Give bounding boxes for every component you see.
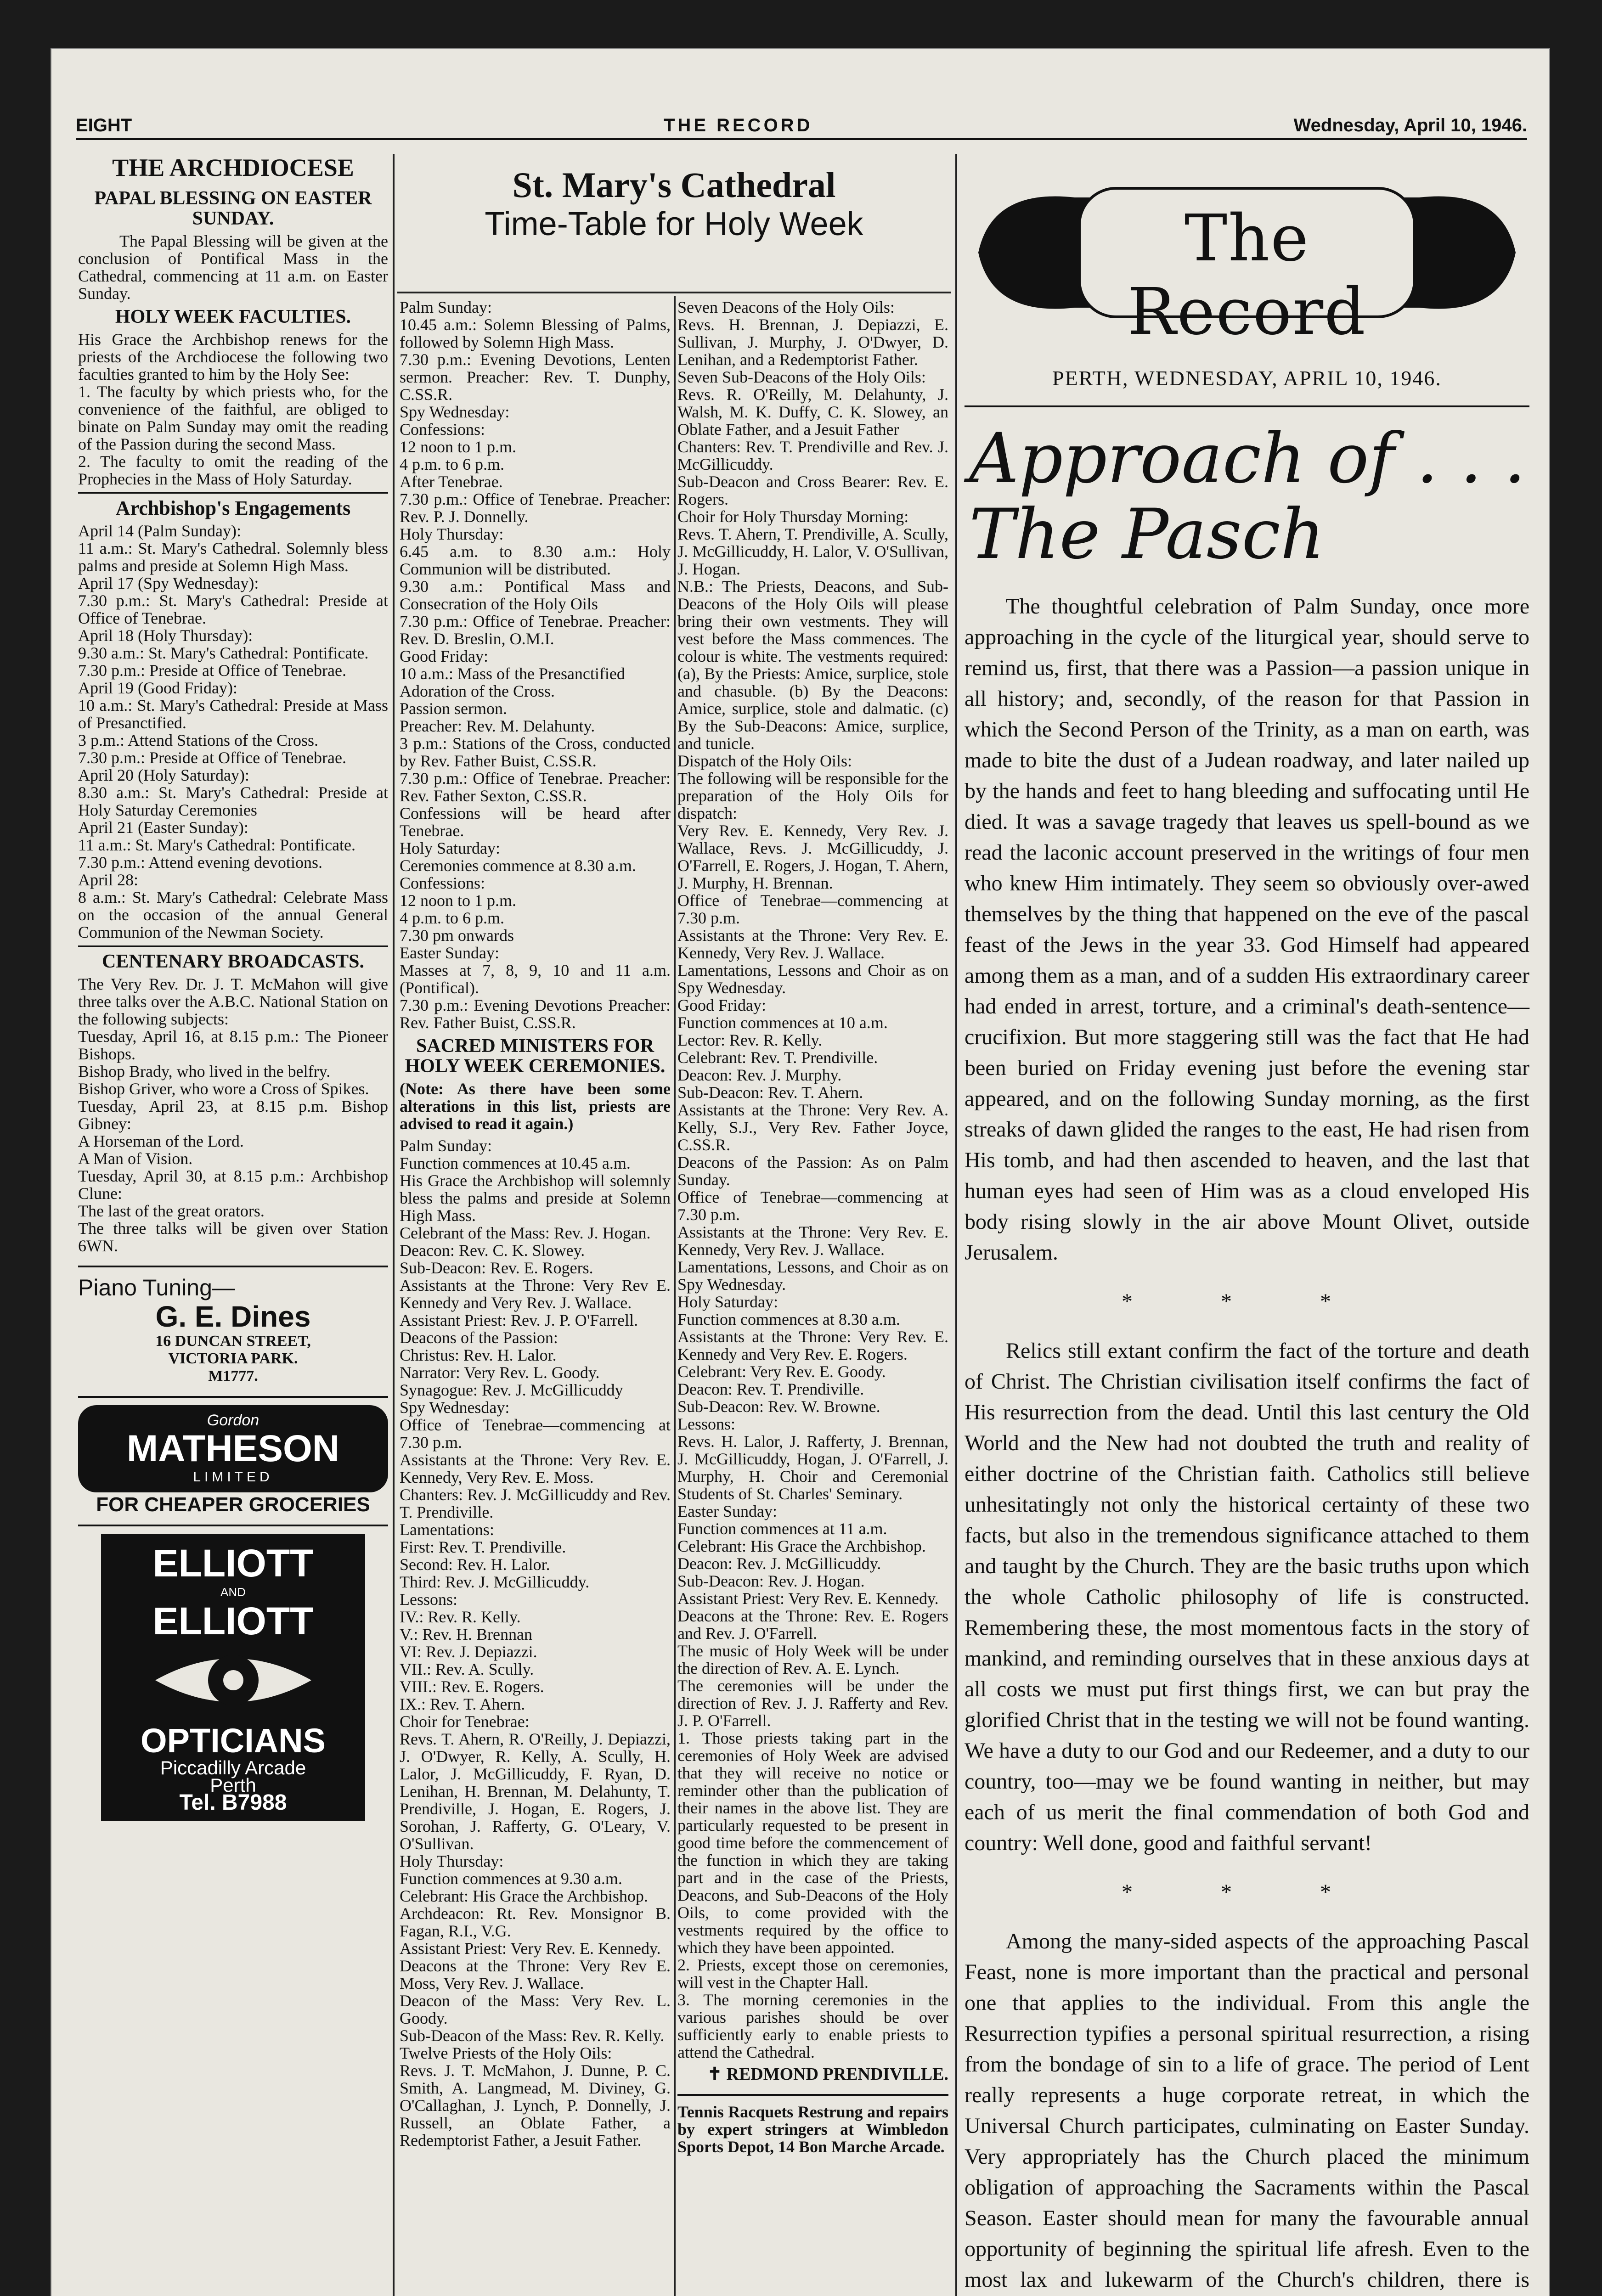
piano-heading: Piano Tuning— [78,1275,235,1300]
elliott-address: Piccadilly Arcade [160,1757,306,1778]
running-head [76,117,1527,140]
eye-icon [151,1641,316,1719]
engagements-heading: Archbishop's Engagements [78,492,388,518]
editorial-paragraph-2: Relics still extant confirm the fact of the torture and death of Christ. The Christian civilisation itself confirms the fact of His resurrection from the dead. Until this last century the Old World and the New had not doubted the truth and reality of either doctrine of the Christian faith. Catholics still believe unhesitatingly not only the historical certainty of these two facts, but also in the tremendous significance attached to them and taught by the Church. They are the basic truths upon which the whole Catholic philosophy of life is constructed. Remembering these, the most momentous facts in the story of mankind, and reminding ourselves that in these anxious days at all costs we must put first things first, we can but pray the glorified Christ that in the testing we will not be found wanting. We have a duty to our God and our Redeemer, and a duty to our country, too—may we be found wanting in neither, but may each of us merit the final commendation of both God and country: Well done, good and faithful servant! [965,1339,1529,1855]
editorial-paragraph-1: The thoughtful celebration of Palm Sunday, once more approaching in the cycle of the liturgical year, should serve to remind us, first, that there was a Passion—a passion unique in all history; and, secondly, of the reason for that Passion in which the Second Person of the Trinity, as a man on earth, was made to bite the dust of a Judean roadway, and later nailed up by the hands and feet to hang bleeding and suffocating until He died. It was a savage tragedy that leaves us spell-bound as we read the laconic account preserved in the writings of four men who knew Him intimately. They seem so obviously over-awed themselves by the thing that happened on the eve of the pascal feast of the Jews in the year 33. God Himself had appeared among them as a man, and of a sudden His extraordinary career had ended in arrest, torture, and a criminal's death-sentence—crucifixion. But more staggering still was the fact that He had been buried on Friday evening just before the evening star appeared, and on the following Sunday morning, as the first streaks of dawn glided the ranges to the east, He had risen from His tomb, and had then ascended to heaven, and the last that human eyes had seen of Him was as a cloud enveloped His body rising slowly in the air above Mount Olivet, outside Jerusalem. [965,594,1529,1265]
broadcasts-text: The Very Rev. Dr. J. T. McMahon will give three talks over the A.B.C. National Station on the following subjects: Tuesday, April 16, at 8.15 p.m.: The Pioneer Bishops. Bishop Brady, who lived in the belfry. Bishop Griver, who wore a Cross of Spikes. Tuesday, April 23, at 8.15 p.m. Bishop Gibney: A Horseman of the Lord. A Man of Vision. Tuesday, April 30, at 8.15 p.m.: Archbishop Clune: The last of the great orators. The three talks will be given over Station 6WN. [78,975,388,1255]
archdiocese-column [78,152,388,1821]
paper-name: THE RECORD [664,115,813,135]
dateline: PERTH, WEDNESDAY, APRIL 10, 1946. [965,363,1529,407]
matheson-first-name: Gordon [207,1412,259,1429]
elliott-ad [78,1525,388,1821]
cathedral-title: St. Mary's Cathedral [512,165,836,205]
faculties-text: His Grace the Archbishop renews for the priests of the Archdiocese the following two faculties granted to him by the Holy See: 1. The faculty by which priests who, for the convenience of the faithful, are obliged to binate on Palm Sunday may omit the reading of the Passion during the second Mass. 2. The faculty to omit the reading of the Prophecies in the Mass of Holy Saturday. [78,330,388,488]
ministers-continued-column [677,298,948,2160]
ministers-continued-text: Seven Deacons of the Holy Oils: Revs. H. Brennan, J. Depiazzi, E. Sullivan, J. Murphy, J. O'Dwyer, D. Lenihan, and a Redemptorist Father. Seven Sub-Deacons of the Holy Oils: Revs. R. O'Reilly, M. Delahunty, J. Walsh, M. K. Duffy, C. K. Slowey, an Oblate Father, and a Jesuit Father Chanters: Rev. T. Prendiville and Rev. J. McGillicuddy. Sub-Deacon and Cross Bearer: Rev. E. Rogers. Choir for Holy Thursday Morning: Revs. T. Ahern, T. Prendiville, A. Scully, J. McGillicuddy, H. Lalor, V. O'Sullivan, J. Hogan. N.B.: The Priests, Deacons, and Sub-Deacons of the Holy Oils will please bring their own vestments. They will vest before the Mass commences. The colour is white. The vestments required: (a), By the Priests: Amice, surplice, stole and chasuble. (b) By the Deacons: Amice, surplice, stole and dalmatic. (c) By the Sub-Deacons: Amice, surplice, and tunicle. Dispatch of the Holy Oils: The following will be responsible for the preparation of the Holy Oils for dispatch: Very Rev. E. Kennedy, Very Rev. J. Wallace, Revs. J. McGillicuddy, J. O'Farrell, E. Rogers, J. Hogan, T. Ahern, J. Murphy, H. Brennan. Office of Tenebrae—commencing at 7.30 p.m. Assistants at the Throne: Very Rev. E. Kennedy, Very Rev. J. Wallace. Lamentations, Lessons and Choir as on Spy Wednesday. Good Friday: Function commences at 10 a.m. Lector: Rev. R. Kelly. Celebrant: Rev. T. Prendiville. Deacon: Rev. J. Murphy. Sub-Deacon: Rev. T. Ahern. Assistants at the Throne: Very Rev. A. Kelly, S.J., Very Rev. Father Joyce, C.SS.R. Deacons of the Passion: As on Palm Sunday. Office of Tenebrae—commencing at 7.30 p.m. Assistants at the Throne: Very Rev. E. Kennedy, Very Rev. J. Wallace. Lamentations, Lessons, and Choir as on Spy Wednesday. Holy Saturday: Function commences at 8.30 a.m. Assistants at the Throne: Very Rev. E. Kennedy and Very Rev. E. Rogers. Celebrant: Very Rev. E. Goody. Deacon: Rev. T. Prendiville. Sub-Deacon: Rev. W. Browne. Lessons: Revs. H. Lalor, J. Rafferty, J. Brennan, J. McGillicuddy, Hogan, J. O'Farrell, J. Murphy, H. Choir and Ceremonial Students of St. Charles' Seminary. Easter Sunday: Function commences at 11 a.m. Celebrant: His Grace the Archbishop. Deacon: Rev. J. McGillicuddy. Sub-Deacon: Rev. J. Hogan. Assistant Priest: Very Rev. E. Kennedy. Deacons at the Throne: Rev. E. Rogers and Rev. J. O'Farrell. The music of Holy Week will be under the direction of Rev. A. E. Lynch. The ceremonies will be under the direction of Rev. J. J. Rafferty and Rev. J. P. O'Farrell. 1. Those priests taking part in the ceremonies of Holy Week are advised that they will receive no notice or reminder other than the publication of their names in the above list. They are particularly requested to be present in good time before the commencement of the function in which they are taking part and in the case of the Priests, Deacons, and Sub-Deacons of the Holy Oils, to come provided with the vestments required by the office to which they have been appointed. 2. Priests, except those on ceremonies, will vest in the Chapter Hall. 3. The morning ceremonies in the various parishes should be over sufficiently early to enable priests to attend the Cathedral. [677,298,948,2061]
separator-stars: * * * [1122,1289,1372,1314]
piano-street: 16 DUNCAN STREET, [155,1333,311,1350]
matheson-logo [78,1405,388,1492]
signature: ✝ REDMOND PRENDIVILLE. [707,2065,948,2084]
editorial-title-line-1: Approach of . . . [969,419,1526,499]
column-rule [393,154,395,2296]
ministers-note: (Note: As there have been some alterations in this list, priests are advised to read it again.) [400,1080,671,1133]
ministers-heading: SACRED MINISTERS FOR HOLY WEEK CEREMONIES. [405,1035,666,1077]
tennis-ad: Tennis Racquets Restrung and repairs by expert stringers at Wimbledon Sports Depot, 14 Bon Marche Arcade. [677,2094,948,2155]
elliott-name: ELLIOTT [152,1542,314,1585]
matheson-tagline: FOR CHEAPER GROCERIES [96,1493,370,1516]
editorial-title [969,421,1529,573]
papal-blessing-heading: PAPAL BLESSING ON EASTER SUNDAY. [94,188,372,229]
matheson-name: MATHESON [126,1428,340,1469]
heading-rule [397,292,951,293]
papal-blessing-text: The Papal Blessing will be given at the conclusion of Pontifical Mass in the Cathedral, commencing at 11 a.m. on Easter Sunday. [78,232,388,303]
timetable-text: Palm Sunday: 10.45 a.m.: Solemn Blessing of Palms, followed by Solemn High Mass. 7.30 p.m.: Evening Devotions, Lenten sermon. Preacher: Rev. T. Dunphy, C.SS.R. Spy Wednesday: Confessions: 12 noon to 1 p.m. 4 p.m. to 6 p.m. After Tenebrae. 7.30 p.m.: Office of Tenebrae. Preacher: Rev. P. J. Donnelly. Holy Thursday: 6.45 a.m. to 8.30 a.m.: Holy Communion will be distributed. 9.30 a.m.: Pontifical Mass and Consecration of the Holy Oils 7.30 p.m.: Office of Tenebrae. Preacher: Rev. D. Breslin, O.M.I. Good Friday: 10 a.m.: Mass of the Presanctified Adoration of the Cross. Passion sermon. Preacher: Rev. M. Delahunty. 3 p.m.: Stations of the Cross, conducted by Rev. Father Buist, C.SS.R. 7.30 p.m.: Office of Tenebrae. Preacher: Rev. Father Sexton, C.SS.R. Confessions will be heard after Tenebrae. Holy Saturday: Ceremonies commence at 8.30 a.m. Confessions: 12 noon to 1 p.m. 4 p.m. to 6 p.m. 7.30 pm onwards Easter Sunday: Masses at 7, 8, 9, 10 and 11 a.m. (Pontifical). 7.30 p.m.: Evening Devotions Preacher: Rev. Father Buist, C.SS.R. [400,298,671,1032]
editorial-paragraph-3: Among the many-sided aspects of the approaching Pascal Feast, none is more important than the practical and personal one that applies to the individual. From this angle the Resurrection typifies a personal spiritual resurrection, a rising from the bondage of sin to a life of grace. The period of Lent really represents a huge corporate retreat, in which the Universal Church participates, culminating on Easter Sunday. Very appropriately has the Church placed the minimum obligation of approaching the Sacraments within the Pascal Season. Easter should mean for many the favourable annual opportunity of beginning the spiritual life afresh. Even to the most lax and lukewarm of the Church's children, there is [965,1929,1529,2292]
elliott-city: Perth [210,1774,256,1796]
newspaper-page [51,48,1550,2296]
section-title: THE ARCHDIOCESE [112,154,354,181]
matheson-ad [78,1396,388,1514]
masthead [965,152,1529,354]
elliott-and: AND [220,1585,246,1599]
elliott-phone: Tel. B7988 [179,1790,287,1815]
page-number: EIGHT [76,115,132,135]
matheson-limited: LIMITED [193,1469,273,1485]
opticians-label: OPTICIANS [141,1722,326,1760]
piano-tuning-ad [78,1266,388,1385]
editorial-column [965,152,1529,2296]
elliott-panel [101,1534,365,1821]
editorial-title-line-2: The Pasch [969,495,1325,574]
cathedral-heading [400,152,948,253]
faculties-heading: HOLY WEEK FACULTIES. [115,306,351,327]
column-rule [674,296,676,2296]
separator-stars: * * * [1122,1880,1372,1904]
issue-date: Wednesday, April 10, 1946. [1293,115,1527,135]
ministers-text: Palm Sunday: Function commences at 10.45 a.m. His Grace the Archbishop will solemnly bless the palms and preside at Solemn High Mass. Celebrant of the Mass: Rev. J. Hogan. Deacon: Rev. C. K. Slowey. Sub-Deacon: Rev. E. Rogers. Assistants at the Throne: Very Rev E. Kennedy and Very Rev. J. Wallace. Assistant Priest: Rev. J. P. O'Farrell. Deacons of the Passion: Christus: Rev. H. Lalor. Narrator: Very Rev. L. Goody. Synagogue: Rev. J. McGillicuddy Spy Wednesday: Office of Tenebrae—commencing at 7.30 p.m. Assistants at the Throne: Very Rev. E. Kennedy, Very Rev. E. Moss. Chanters: Rev. J. McGillicuddy and Rev. T. Prendiville. Lamentations: First: Rev. T. Prendiville. Second: Rev. H. Lalor. Third: Rev. J. McGillicuddy. Lessons: IV.: Rev. R. Kelly. V.: Rev. H. Brennan VI: Rev. J. Depiazzi. VII.: Rev. A. Scully. VIII.: Rev. E. Rogers. IX.: Rev. T. Ahern. Choir for Tenebrae: Revs. T. Ahern, R. O'Reilly, J. Depiazzi, J. O'Dwyer, R. Kelly, A. Scully, H. Lalor, J. McGillicuddy, F. Ryan, D. Lenihan, H. Brennan, M. Delahunty, T. Prendiville, J. Hogan, E. Rogers, J. Sorohan, J. Rafferty, G. O'Leary, V. O'Sullivan. Holy Thursday: Function commences at 9.30 a.m. Celebrant: His Grace the Archbishop. Archdeacon: Rt. Rev. Monsignor B. Fagan, R.I., V.G. Assistant Priest: Very Rev. E. Kennedy. Deacons at the Throne: Very Rev E. Moss, Very Rev. J. Wallace. Deacon of the Mass: Very Rev. L. Goody. Sub-Deacon of the Mass: Rev. R. Kelly. Twelve Priests of the Holy Oils: Revs. J. T. McMahon, J. Dunne, P. C. Smith, A. Langmead, M. Diviney, G. O'Callaghan, J. Lynch, P. Donnelly, J. Russell, an Oblate Father, a Redemptorist Father, a Jesuit Father. [400,1137,671,2150]
broadcasts-heading: CENTENARY BROADCASTS. [78,945,388,972]
piano-suburb: VICTORIA PARK. [168,1350,298,1367]
masthead-title: The Record [1128,201,1366,349]
piano-name: G. E. Dines [155,1300,311,1333]
column-rule [955,154,957,2296]
engagements-text: April 14 (Palm Sunday): 11 a.m.: St. Mary's Cathedral. Solemnly bless palms and preside at Solemn High Mass. April 17 (Spy Wednesday): 7.30 p.m.: St. Mary's Cathedral: Preside at Office of Tenebrae. April 18 (Holy Thursday): 9.30 a.m.: St. Mary's Cathedral: Pontificate. 7.30 p.m.: Preside at Office of Tenebrae. April 19 (Good Friday): 10 a.m.: St. Mary's Cathedral: Preside at Mass of Presanctified. 3 p.m.: Attend Stations of the Cross. 7.30 p.m.: Preside at Office of Tenebrae. April 20 (Holy Saturday): 8.30 a.m.: St. Mary's Cathedral: Preside at Holy Saturday Ceremonies April 21 (Easter Sunday): 11 a.m.: St. Mary's Cathedral: Pontificate. 7.30 p.m.: Attend evening devotions. April 28: 8 a.m.: St. Mary's Cathedral: Celebrate Mass on the occasion of the annual General Communion of the Newman Society. [78,522,388,941]
elliott-name-2: ELLIOTT [152,1599,314,1643]
piano-phone: M1777. [208,1367,258,1384]
timetable-title: Time-Table for Holy Week [485,206,863,242]
timetable-column [400,298,671,2154]
